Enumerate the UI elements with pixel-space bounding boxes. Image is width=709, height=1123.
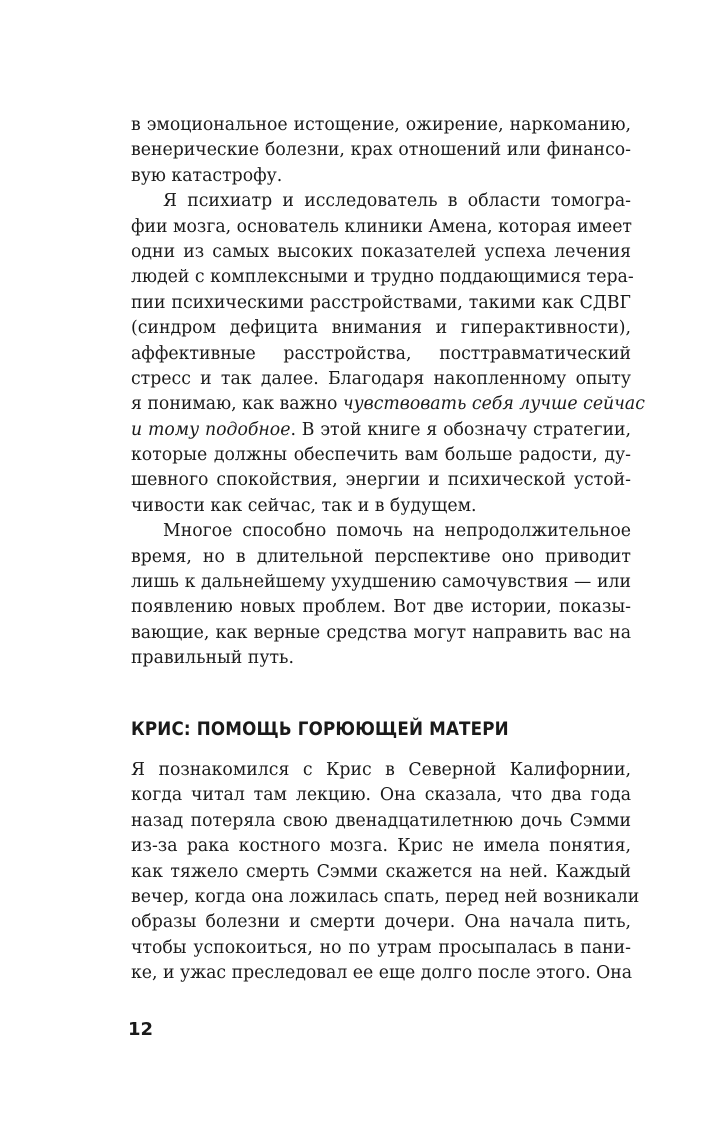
text-line: лишь к дальнейшему ухудшению самочувствия — или (131, 572, 631, 593)
text-line: Многое способно помочь на непродолжительное (163, 521, 631, 542)
text-line: одни из самых высоких показателей успеха лечения (131, 241, 631, 262)
text-line: образы болезни и смерти дочери. Она начала пить, (131, 912, 631, 933)
text-line: как тяжело смерть Сэмми скажется на ней. Каждый (131, 861, 631, 882)
text-line: вечер, когда она ложилась спать, перед ней возникали (131, 886, 640, 907)
text-line: назад потеряла свою двенадцатилетнюю дочь Сэмми (131, 810, 631, 831)
text-line (131, 392, 645, 417)
page-number: 12 (128, 1019, 154, 1040)
main-text-block (131, 113, 645, 672)
italic-phrase: и тому подобное (131, 419, 291, 440)
italic-phrase: чувствовать себя лучше сейчас (342, 394, 645, 415)
text-line: стресс и так далее. Благодаря накопленному опыту (131, 368, 631, 389)
text-line: вающие, как верные средства могут направить вас на (131, 622, 631, 643)
text-line: из-за рака костного мозга. Крис не имела понятия, (131, 836, 631, 857)
text-line: венерические болезни, крах отношений или финансо- (131, 140, 631, 161)
text-line: аффективные расстройства, посттравматический (131, 343, 631, 364)
text-line: когда читал там лекцию. Она сказала, что два года (131, 785, 631, 806)
text-line: (синдром дефицита внимания и гиперактивности), (131, 318, 631, 339)
text-line: людей с комплексными и трудно поддающимися тера- (131, 267, 634, 288)
text-line: фии мозга, основатель клиники Амена, которая имеет (131, 216, 632, 237)
text-line: которые должны обеспечить вам больше радости, ду- (131, 445, 631, 466)
text-line: шевного спокойствия, энергии и психической устой- (131, 470, 631, 491)
text-line: время, но в длительной перспективе оно приводит (131, 546, 631, 567)
section-text-block (131, 758, 640, 987)
text-segment: . В этой книге я обозначу стратегии, (290, 419, 631, 440)
text-line: вую катастрофу. (131, 165, 283, 186)
text-line: пии психическими расстройствами, такими как СДВГ (131, 292, 631, 313)
text-line: Я психиатр и исследователь в области томогра- (163, 191, 631, 212)
text-segment: я понимаю, как важно (131, 394, 343, 415)
text-line: чивости как сейчас, так и в будущем. (131, 495, 477, 516)
text-line: ке, и ужас преследовал ее еще долго после этого. Она (131, 963, 633, 984)
text-line: появлению новых проблем. Вот две истории, показы- (131, 597, 631, 618)
text-line: Я познакомился с Крис в Северной Калифорнии, (131, 760, 631, 780)
section-heading: КРИС: ПОМОЩЬ ГОРЮЮЩЕЙ МАТЕРИ (131, 718, 509, 740)
text-line: чтобы успокоиться, но по утрам просыпалась в пани- (131, 937, 631, 958)
text-line: в эмоциональное истощение, ожирение, наркоманию, (131, 115, 631, 135)
text-line (131, 418, 631, 443)
text-line: правильный путь. (131, 648, 294, 669)
